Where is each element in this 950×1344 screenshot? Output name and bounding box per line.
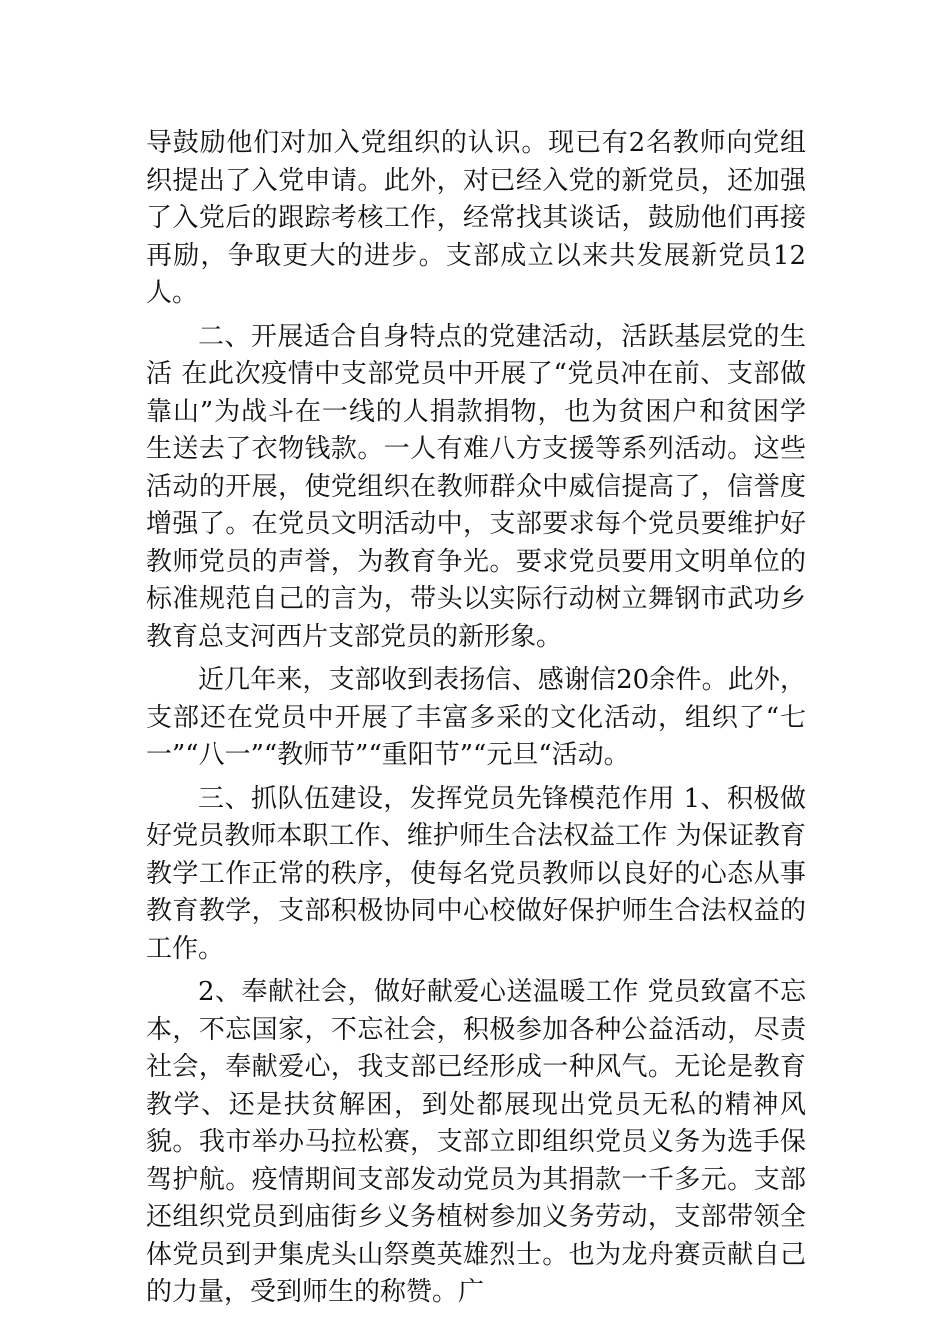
document-body [146, 125, 806, 1318]
paragraph-4: 三、抓队伍建设，发挥党员先锋模范作用 1、积极做好党员教师本职工作、维护师生合法权益工作 为保证教育教学工作正常的秩序，使每名党员教师以良好的心态从事教育教学，支部积极协同中心校做好保护师生合法权益的工作。 [146, 783, 806, 964]
paragraph-1: 导鼓励他们对加入党组织的认识。现已有2名教师向党组织提出了入党申请。此外，对已经入党的新党员，还加强了入党后的跟踪考核工作，经常找其谈话，鼓励他们再接再励，争取更大的进步。支部成立以来共发展新党员12人。 [146, 128, 806, 308]
paragraph-5: 2、奉献社会，做好献爱心送温暖工作 党员致富不忘本，不忘国家，不忘社会，积极参加各种公益活动，尽责社会，奉献爱心，我支部已经形成一种风气。无论是教育教学、还是扶贫解困，到处都展现出党员无私的精神风貌。我市举办马拉松赛，支部立即组织党员义务为选手保驾护航。疫情期间支部发动党员为其捐款一千多元。支部还组织党员到庙街乡义务植树参加义务劳动，支部带领全体党员到尹集虎头山祭奠英雄烈士。也为龙舟赛贡献自己的力量，受到师生的称赞。广 [146, 977, 806, 1307]
paragraph-3: 近几年来，支部收到表扬信、感谢信20余件。此外，支部还在党员中开展了丰富多采的文化活动，组织了“七一”“八一”“教师节”“重阳节”“元旦“活动。 [146, 665, 806, 770]
paragraph-2: 二、开展适合自身特点的党建活动，活跃基层党的生活 在此次疫情中支部党员中开展了“党员冲在前、支部做靠山”为战斗在一线的人捐款捐物，也为贫困户和贫困学生送去了衣物钱款。一人有难八方支援等系列活动。这些活动的开展，使党组织在教师群众中威信提高了，信誉度增强了。在党员文明活动中，支部要求每个党员要维护好教师党员的声誉，为教育争光。要求党员要用文明单位的标准规范自己的言为，带头以实际行动树立舞钢市武功乡教育总支河西片支部党员的新形象。 [146, 321, 806, 652]
